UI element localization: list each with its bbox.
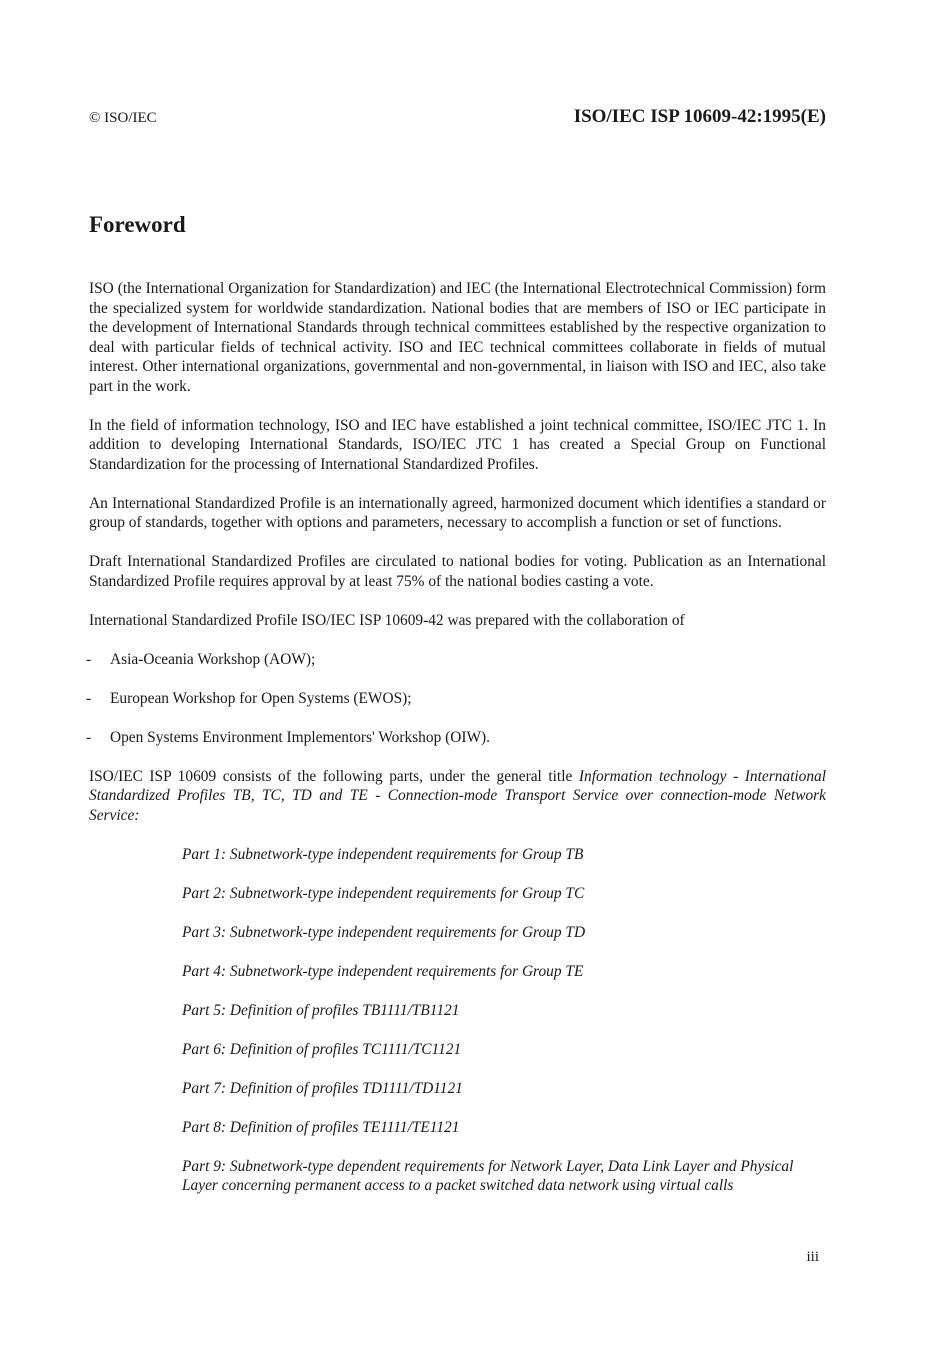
paragraph-parts-intro (89, 767, 826, 826)
paragraph-draft-voting: Draft International Standardized Profiles are circulated to national bodies for voting. Publication as an International Standardized Profile requires approval by at least 75% of the national bodies casting a vote. (89, 553, 826, 590)
workshop-list (89, 650, 826, 748)
list-item: - European Workshop for Open Systems (EWOS); (89, 689, 826, 709)
header-document-id: ISO/IEC ISP 10609-42:1995(E) (573, 106, 826, 127)
parts-list (89, 845, 826, 1196)
paragraph-isp-definition: An International Standardized Profile is an internationally agreed, harmonized document which identifies a standard or group of standards, together with options and parameters, necessary to accomplish a function or set of functions. (89, 494, 826, 531)
list-item: Part 7: Definition of profiles TD1111/TD1121 (182, 1079, 463, 1097)
list-item: Part 2: Subnetwork-type independent requirements for Group TC (182, 884, 585, 902)
list-item: Part 8: Definition of profiles TE1111/TE1121 (182, 1118, 460, 1136)
list-item: Part 1: Subnetwork-type independent requirements for Group TB (182, 845, 584, 863)
list-item: Part 9: Subnetwork-type dependent requirements for Network Layer, Data Link Layer and Physical Layer concerning permanent access to a packet switched data network using virtual calls (182, 1157, 794, 1194)
foreword-body (89, 279, 826, 1215)
paragraph-collaboration: International Standardized Profile ISO/IEC ISP 10609-42 was prepared with the collaboration of (89, 611, 685, 629)
list-item: Part 4: Subnetwork-type independent requirements for Group TE (182, 962, 584, 980)
list-item: - Asia-Oceania Workshop (AOW); (89, 650, 826, 670)
page-title: Foreword (89, 212, 186, 237)
list-item: Part 6: Definition of profiles TC1111/TC1121 (182, 1040, 462, 1058)
paragraph-iso-iec: ISO (the International Organization for Standardization) and IEC (the International Electrotechnical Commission) form the specialized system for worldwide standardization. National bodies that are members of ISO or IEC participate in the development of International Standards through technical committees established by the respective organization to deal with particular fields of technical activity. ISO and IEC technical committees collaborate in fields of mutual interest. Other international organizations, governmental and non-governmental, in liaison with ISO and IEC, also take part in the work. (89, 280, 826, 395)
page-number: iii (806, 1249, 819, 1265)
parts-intro-text: ISO/IEC ISP 10609 consists of the following parts, under the general title (89, 767, 579, 785)
paragraph-jtc1: In the field of information technology, ISO and IEC have established a joint technical committee, ISO/IEC JTC 1. In addition to developing International Standards, ISO/IEC JTC 1 has created a Special Group on Functional Standardization for the processing of International Standardized Profiles. (89, 416, 826, 473)
list-item: Part 5: Definition of profiles TB1111/TB1121 (182, 1001, 460, 1019)
parts-general-title: Information technology - International Standardized Profiles TB, TC, TD and TE - Connection-mode Transport Service over connection-mode Network Service: (89, 767, 826, 824)
list-item: Part 3: Subnetwork-type independent requirements for Group TD (182, 923, 586, 941)
header-copyright: © ISO/IEC (89, 110, 157, 126)
list-item: - Open Systems Environment Implementors' Workshop (OIW). (89, 728, 826, 748)
